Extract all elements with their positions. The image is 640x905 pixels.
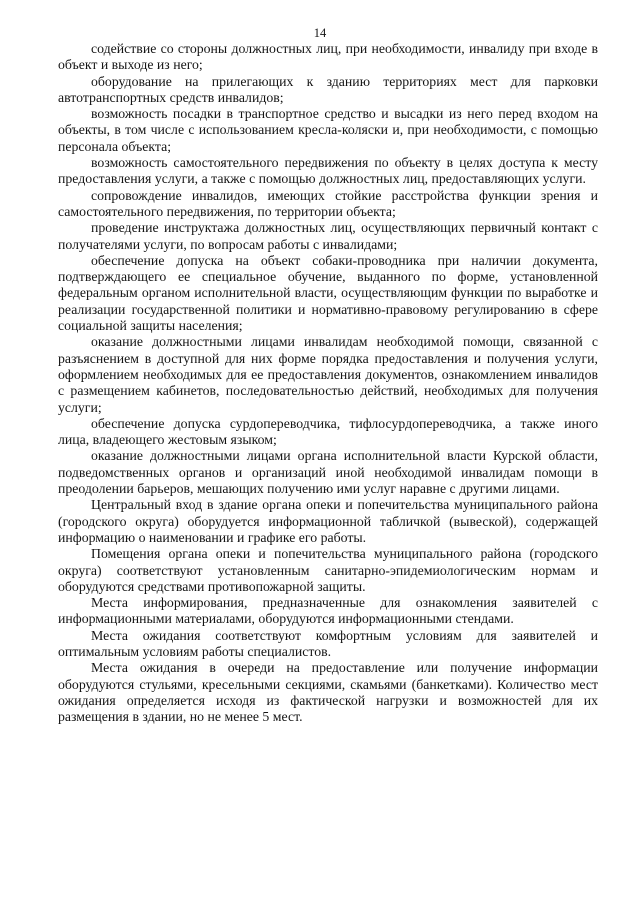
- paragraph-staff-briefing: проведение инструктажа должностных лиц, осуществляющих первичный контакт с получателями услуги, по вопросам работы с инвалидами;: [58, 220, 598, 252]
- paragraph-information-places: Места информирования, предназначенные для ознакомления заявителей с информационными материалами, оборудуются информационными стендами.: [58, 595, 598, 627]
- paragraph-waiting-places: Места ожидания соответствуют комфортным условиям для заявителей и оптимальным условиям работы специалистов.: [58, 627, 598, 659]
- paragraph-boarding-vehicle: возможность посадки в транспортное средство и высадки из него перед входом на объекты, в том числе с использованием кресла-коляски и, при необходимости, с помощью персонала объекта;: [58, 106, 598, 154]
- paragraph-independent-movement: возможность самостоятельного передвижения по объекту в целях доступа к месту предоставления услуги, а также с помощью должностных лиц, предоставляющих услуги.: [58, 155, 598, 187]
- paragraph-barriers: оказание должностными лицами органа исполнительной власти Курской области, подведомственных органов и организаций иной необходимой инвалидам помощи в преодолении барьеров, мешающих получению ими услуг наравне с другими лицами.: [58, 448, 598, 497]
- paragraph-escort: сопровождение инвалидов, имеющих стойкие расстройства функции зрения и самостоятельного передвижения, по территории объекта;: [58, 187, 598, 219]
- document-body: [58, 41, 598, 725]
- paragraph-parking: оборудование на прилегающих к зданию территориях мест для парковки автотранспортных средств инвалидов;: [58, 73, 598, 105]
- page-number: 14: [313, 26, 327, 40]
- paragraph-central-entrance: Центральный вход в здание органа опеки и попечительства муниципального района (городского округа) оборудуется информационной табличкой (вывеской), содержащей информацию о наименовании и графике его работы.: [58, 497, 598, 545]
- paragraph-sign-interpreter: обеспечение допуска сурдопереводчика, тифлосурдопереводчика, а также иного лица, владеющего жестовым языком;: [58, 415, 598, 448]
- paragraph-guide-dog: обеспечение допуска на объект собаки-проводника при наличии документа, подтверждающего ее специальное обучение, выданного по форме, установленной федеральным органом исполнительной власти, осуществляющим функции по выработке и реализации государственной политики и нормативно-правовому регулированию в сфере социальной защиты населения;: [58, 252, 598, 334]
- paragraph-staff-help: оказание должностными лицами инвалидам необходимой помощи, связанной с разъяснением в доступной для них форме порядка предоставления и получения услуги, оформлением необходимых для ее предоставления документов, ознакомлением инвалидов с размещением кабинетов, последовательностью действий, необходимых для получения услуги;: [58, 334, 598, 415]
- paragraph-premises: Помещения органа опеки и попечительства муниципального района (городского округа) соответствуют установленным санитарно-эпидемиологическим нормам и оборудуются средствами противопожарной защиты.: [58, 546, 598, 594]
- paragraph-assistance-entry: содействие со стороны должностных лиц, при необходимости, инвалиду при входе в объект и выходе из него;: [58, 41, 598, 73]
- paragraph-waiting-queue: Места ожидания в очереди на предоставление или получение информации оборудуются стульями, кресельными секциями, скамьями (банкетками). Количество мест ожидания определяется исходя из фактической нагрузки и возможностей для их размещения в здании, но не менее 5 мест.: [58, 660, 598, 725]
